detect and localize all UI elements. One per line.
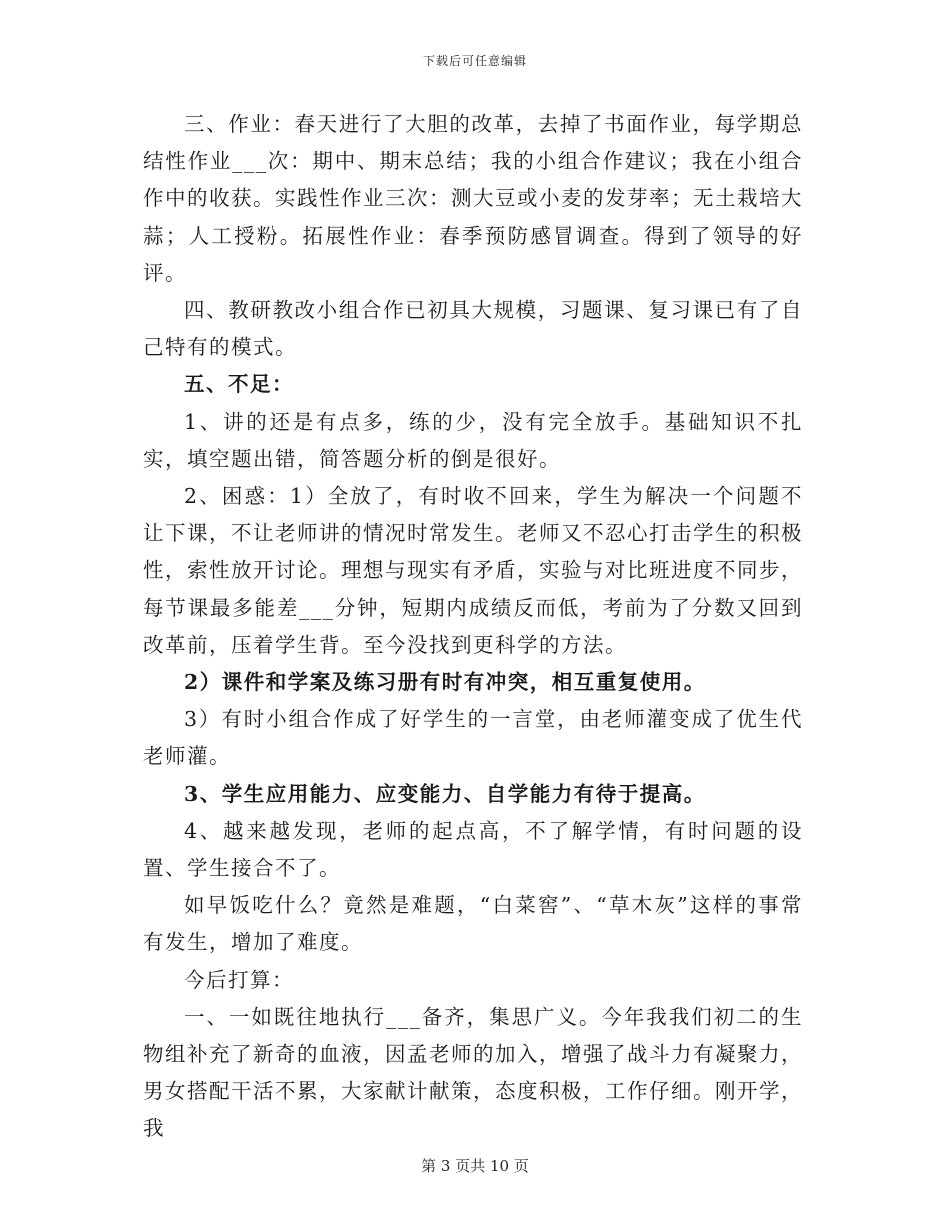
paragraph-teacher-start: 4、越来越发现，老师的起点高，不了解学情，有时问题的设置、学生接合不了。	[143, 818, 803, 881]
paragraph-research: 四、教研教改小组合作已初具大规模，习题课、复习课已有了自己特有的模式。	[143, 298, 803, 360]
paragraph-group-work: 3）有时小组合作成了好学生的一言堂，由老师灌变成了优生代老师灌。	[143, 707, 803, 769]
heading-future-plans: 今后打算：	[184, 967, 294, 992]
paragraph-homework: 三、作业：春天进行了大胆的改革，去掉了书面作业，每学期总结性作业___次：期中、期末总结；我的小组合作建议；我在小组合作中的收获。实践性作业三次：测大豆或小麦的发芽率；无土栽培大蒜；人工授粉。拓展性作业：春季预防感冒调查。得到了领导的好评。	[143, 112, 803, 285]
paragraph-plan-1: 一、一如既往地执行___备齐，集思广义。今年我我们初二的生物组补充了新奇的血液，因孟老师的加入，增强了战斗力有凝聚力，男女搭配干活不累，大家献计献策，态度积极，工作仔细。刚开学，我	[143, 1004, 803, 1141]
paragraph-student-abilities: 3、学生应用能力、应变能力、自学能力有待于提高。	[184, 781, 706, 806]
paragraph-courseware-conflict: 2）课件和学案及练习册有时有冲突，相互重复使用。	[184, 670, 706, 695]
document-body	[143, 106, 803, 1148]
page-number: 第 3 页共 10 页	[421, 1157, 529, 1175]
heading-shortcomings: 五、不足：	[184, 372, 294, 397]
paragraph-confusion: 2、困惑：1）全放了，有时收不回来，学生为解决一个问题不让下课，不让老师讲的情况时常发生。老师又不忍心打击学生的积极性，索性放开讨论。理想与现实有矛盾，实验与对比班进度不同步，每节课最多能差___分钟，短期内成绩反而低，考前为了分数又回到改革前，压着学生背。至今没找到更科学的方法。	[143, 484, 803, 657]
paragraph-shortcoming-1: 1、讲的还是有点多，练的少，没有完全放手。基础知识不扎实，填空题出错，简答题分析的倒是很好。	[143, 409, 803, 471]
paragraph-example: 如早饭吃什么？竟然是难题，“白菜窖”、“草木灰”这样的事常有发生，增加了难度。	[143, 893, 803, 955]
page-header: 下载后可任意编辑	[422, 54, 527, 68]
